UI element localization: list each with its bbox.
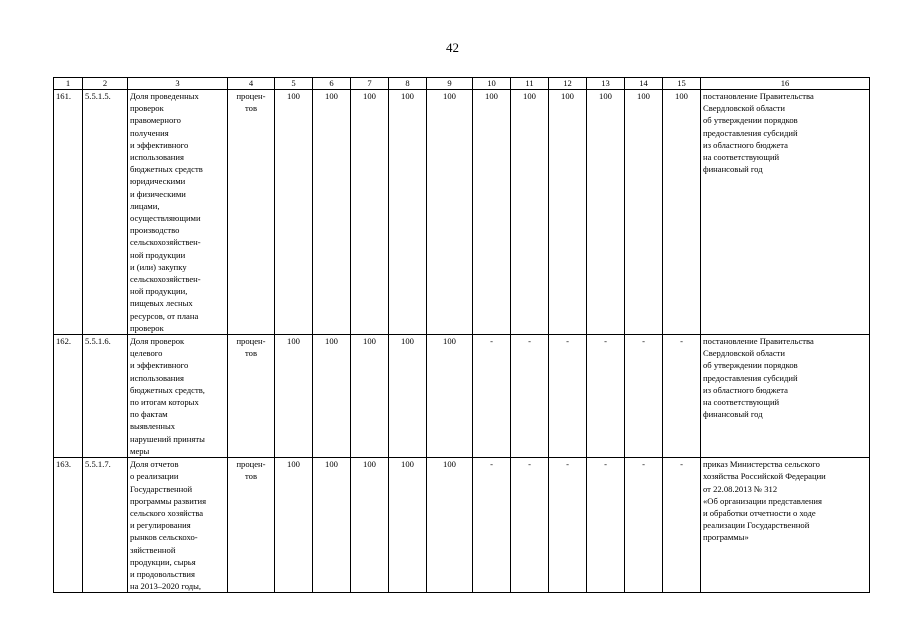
row-number: 161. bbox=[54, 90, 83, 335]
value-cell: 100 bbox=[275, 90, 313, 335]
header-row bbox=[54, 78, 870, 90]
table-row bbox=[54, 458, 870, 593]
value-cell: 100 bbox=[313, 458, 351, 593]
column-header: 3 bbox=[128, 78, 228, 90]
indicator-name: Доля отчетов о реализации Государственной программы развития сельского хозяйства и регулирования рынков сельскохо- зяйственной продукции, сырья и продовольствия на 2013–2020 годы, bbox=[128, 458, 228, 593]
value-cell: 100 bbox=[511, 90, 549, 335]
row-code: 5.5.1.7. bbox=[83, 458, 128, 593]
column-header: 11 bbox=[511, 78, 549, 90]
column-header: 7 bbox=[351, 78, 389, 90]
value-cell: 100 bbox=[275, 335, 313, 458]
column-header: 13 bbox=[587, 78, 625, 90]
value-cell: 100 bbox=[389, 458, 427, 593]
value-cell: - bbox=[549, 458, 587, 593]
column-header: 1 bbox=[54, 78, 83, 90]
value-cell: 100 bbox=[389, 90, 427, 335]
value-cell: 100 bbox=[313, 90, 351, 335]
table-row bbox=[54, 335, 870, 458]
column-header: 10 bbox=[473, 78, 511, 90]
value-cell: 100 bbox=[313, 335, 351, 458]
value-cell: - bbox=[549, 335, 587, 458]
source-document: постановление Правительства Свердловской области об утверждении порядков предоставления субсидий из областного бюджета на соответствующий финансовый год bbox=[701, 335, 870, 458]
value-cell: 100 bbox=[427, 458, 473, 593]
column-header: 4 bbox=[228, 78, 275, 90]
value-cell: 100 bbox=[351, 458, 389, 593]
column-header: 16 bbox=[701, 78, 870, 90]
column-header: 2 bbox=[83, 78, 128, 90]
row-number: 163. bbox=[54, 458, 83, 593]
column-header: 8 bbox=[389, 78, 427, 90]
page-number: 42 bbox=[446, 40, 459, 55]
unit: процен- тов bbox=[228, 458, 275, 593]
value-cell: 100 bbox=[389, 335, 427, 458]
value-cell: 100 bbox=[587, 90, 625, 335]
unit: процен- тов bbox=[228, 335, 275, 458]
value-cell: 100 bbox=[549, 90, 587, 335]
column-header: 6 bbox=[313, 78, 351, 90]
row-code: 5.5.1.5. bbox=[83, 90, 128, 335]
source-document: постановление Правительства Свердловской области об утверждении порядков предоставления субсидий из областного бюджета на соответствующий финансовый год bbox=[701, 90, 870, 335]
value-cell: 100 bbox=[275, 458, 313, 593]
value-cell: 100 bbox=[625, 90, 663, 335]
value-cell: - bbox=[663, 335, 701, 458]
value-cell: - bbox=[625, 458, 663, 593]
value-cell: 100 bbox=[351, 335, 389, 458]
indicator-name: Доля проведенных проверок правомерного получения и эффективного использования бюджетных средств юридическими и физическими лицами, осуществляющими производство сельскохозяйствен- ной продукции и (или) закупку сельскохозяйствен- ной продукции, пищевых лесных ресурсов, от плана проверок bbox=[128, 90, 228, 335]
column-header: 12 bbox=[549, 78, 587, 90]
source-document: приказ Министерства сельского хозяйства Российской Федерации от 22.08.2013 № 312 «Об организации представления и обработки отчетности о ходе реализации Государственной программы» bbox=[701, 458, 870, 593]
value-cell: 100 bbox=[663, 90, 701, 335]
indicator-name: Доля проверок целевого и эффективного использования бюджетных средств, по итогам которых по фактам выявленных нарушений приняты меры bbox=[128, 335, 228, 458]
row-code: 5.5.1.6. bbox=[83, 335, 128, 458]
column-header: 14 bbox=[625, 78, 663, 90]
column-header: 15 bbox=[663, 78, 701, 90]
value-cell: - bbox=[663, 458, 701, 593]
value-cell: 100 bbox=[427, 335, 473, 458]
value-cell: - bbox=[473, 458, 511, 593]
value-cell: - bbox=[587, 458, 625, 593]
value-cell: - bbox=[587, 335, 625, 458]
value-cell: 100 bbox=[427, 90, 473, 335]
column-header: 9 bbox=[427, 78, 473, 90]
row-number: 162. bbox=[54, 335, 83, 458]
indicators-table bbox=[53, 77, 870, 593]
value-cell: 100 bbox=[351, 90, 389, 335]
value-cell: 100 bbox=[473, 90, 511, 335]
table-row bbox=[54, 90, 870, 335]
value-cell: - bbox=[511, 458, 549, 593]
value-cell: - bbox=[625, 335, 663, 458]
value-cell: - bbox=[511, 335, 549, 458]
unit: процен- тов bbox=[228, 90, 275, 335]
value-cell: - bbox=[473, 335, 511, 458]
column-header: 5 bbox=[275, 78, 313, 90]
